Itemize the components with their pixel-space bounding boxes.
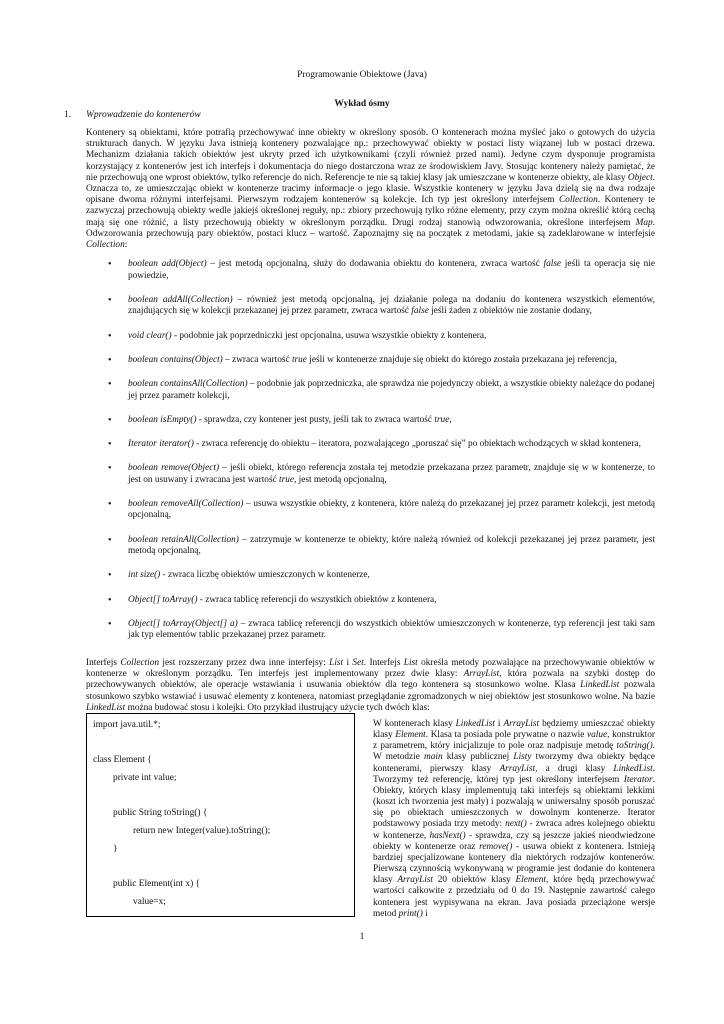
text-run: . W metodzie xyxy=(373,741,655,763)
bullet: • xyxy=(108,294,112,306)
text-run: jest rozszerzany przez dwa inne interfejsy: xyxy=(159,658,330,668)
method-description: – jeśli obiekt, którego referencja została tej metodzie przekazana przez parametr, znajduje się w w kontenerze, to jest on usuwany i zwracana jest wartość xyxy=(128,463,655,485)
code-line: private int value; xyxy=(113,773,177,783)
text-run: . Klasa ta posiada pole prywatne o nazwie xyxy=(425,730,588,741)
code-line: value=x; xyxy=(133,897,166,907)
italic-term: LinkedList xyxy=(86,702,126,713)
italic-term: Set xyxy=(352,658,364,668)
method-signature: boolean contains(Object) xyxy=(128,354,223,365)
list-item xyxy=(108,259,655,282)
bullet: • xyxy=(108,463,112,475)
italic-term: ArrayList xyxy=(463,669,500,680)
text-run: . Oznacza to, ze umieszczając obiekt w kontenerze tracimy informacje o jego klasie. Wszystkie kontenery w języku Java dzielą się na dwa rodzaje opisane dwoma różnymi interfejsami. Pierwszym rodzajem kontenerów są kolekcje. Ich typ jest określony interfejsem xyxy=(86,172,655,206)
bullet: • xyxy=(108,438,112,450)
bullet: • xyxy=(108,618,112,630)
italic-term: ArrayList xyxy=(397,875,434,886)
method-description: - sprawdza, czy kontener jest pusty, jeśli tak to zwraca wartość xyxy=(196,414,435,425)
list-item xyxy=(108,570,655,582)
italic-term: Iterator xyxy=(623,774,653,785)
text-run: - sprawdza, czy są jeszcze jakieś nieodwiedzone obiekty w kontenerze oraz xyxy=(373,830,655,852)
italic-term: next() xyxy=(505,819,527,830)
method-signature: int size() xyxy=(128,570,161,581)
bullet: • xyxy=(108,534,112,546)
method-signature: boolean remove(Object) xyxy=(128,463,220,474)
list-item xyxy=(108,355,655,367)
text-run: , które będą przechowywać wartości całkowite z przedziału od 0 do 19. Następnie zawartość całego kontenera jest wypisywana na ekran. Java posiada przeciążone wersje metod xyxy=(373,875,655,919)
code-line: } xyxy=(113,844,118,854)
italic-term: Object xyxy=(627,172,653,183)
italic-term: print() xyxy=(398,908,423,919)
method-signature: void clear() xyxy=(128,330,172,341)
collection-methods-list xyxy=(108,259,655,655)
method-description: - zwraca liczbę obiektów umieszczonych w kontenerze, xyxy=(160,570,370,581)
bullet: • xyxy=(108,498,112,510)
method-description: – usuwa wszystkie obiekty, z kontenera, które należą do przekazanej jej przez parametr kolekcji, jest metodą opcjonalną, xyxy=(128,498,656,521)
text-run: konstruktor z parametrem, który inicjalizuje to pole oraz nadpisuje metodę xyxy=(373,730,655,752)
italic-term: Collection xyxy=(86,240,125,251)
intro-paragraph xyxy=(86,128,655,251)
code-line: import java.util.*; xyxy=(93,720,161,730)
method-signature: boolean containsAll(Collection) xyxy=(128,378,248,389)
method-signature: Iterator iterator() xyxy=(128,438,194,449)
list-item xyxy=(108,535,655,558)
method-signature: boolean removeAll(Collection) xyxy=(128,498,244,509)
method-description: jeśli w kontenerze znajduje się obiekt do którego została przekazana jej referencja, xyxy=(306,354,617,365)
italic-term: LinkedList xyxy=(613,763,653,774)
list-item xyxy=(108,415,655,427)
italic-term: ArrayList xyxy=(503,719,540,729)
bullet: • xyxy=(108,570,112,582)
code-line: class Element { xyxy=(93,755,152,765)
list-item xyxy=(108,619,655,642)
list-item xyxy=(108,379,655,402)
code-line: public String toString() { xyxy=(113,808,208,818)
method-description: - podobnie jak poprzedniczki jest opcjonalna, usuwa wszystkie obiekty z kontenera, xyxy=(171,330,487,341)
text-run: i xyxy=(494,719,504,729)
text-run: , która pozwala na szybki dostęp do przechowywanych obiektów, ale operacje wstawiania i usuwania obiektów dla tego kontenera są stosunkowo wolne. Klasa xyxy=(86,669,655,691)
text-run: Interfejs xyxy=(86,658,121,668)
list-item xyxy=(108,331,655,343)
text-run: pozwala stosunkowo szybko wstawiać i usuwać elementy z kontenera, natomiast przeglądanie zgromadzonych w niej obiektów jest stosunkowo wolne. Na bazie xyxy=(86,680,655,702)
list-item xyxy=(108,295,655,318)
method-description: , jest metodą opcjonalną, xyxy=(294,474,387,485)
text-run: 20 obiektów klasy xyxy=(433,875,516,886)
section-number: 1. xyxy=(64,110,72,120)
method-description: – zwraca tablicę referencji do wszystkich obiektów umieszczonych w kontenerze, typ referencji jest taki sam jak typ elementów tablic przekazanej przez parametr. xyxy=(128,618,655,641)
section-title: Wprowadzenie do kontenerów xyxy=(86,110,201,120)
list-item xyxy=(108,499,655,522)
bullet: • xyxy=(108,259,112,270)
text-run: określa metody pozwalające na przechowywanie obiektów w kontenerze w określonym porządku. Ten interfejs jest implementowany przez dwie klasy: xyxy=(86,658,655,680)
italic-term: value, xyxy=(587,730,610,741)
italic-term: LinkedList xyxy=(580,680,620,691)
text-run: , a drugi klasy xyxy=(535,763,614,774)
italic-term: LinkedList xyxy=(455,719,495,729)
text-run: będziemy umieszczać obiekty klasy xyxy=(373,719,655,741)
italic-term: toString() xyxy=(616,741,653,752)
bullet: • xyxy=(108,330,112,342)
italic-term: true xyxy=(279,474,295,485)
italic-term: true xyxy=(434,414,450,425)
code-line: return new Integer(value).toString(); xyxy=(133,826,271,836)
text-run: W kontenerach klasy xyxy=(373,719,456,729)
italic-term: ArrayList xyxy=(499,763,536,774)
text-run: : xyxy=(124,240,128,251)
text-run: . Tworzymy też referencję, której typ jest określony interfejsem xyxy=(373,763,655,785)
bullet: • xyxy=(108,594,112,606)
method-signature: Object[] toArray(Object[] a) xyxy=(128,618,238,629)
italic-term: List xyxy=(329,658,344,668)
course-title: Programowanie Obiektowe (Java) xyxy=(297,70,427,80)
interfaces-paragraph xyxy=(86,658,655,714)
text-run: i xyxy=(422,908,428,919)
text-run: tworzymy dwa obiekty będące kontenerami, pierwszy klasy xyxy=(373,752,655,774)
method-signature: Object[] toArray() xyxy=(128,594,198,605)
page-number: 1 xyxy=(359,932,365,942)
text-run: - usuwa obiekt z kontenera. Istnieją bardziej specjalizowane kontenery dla niektórych rodzajów kontenerów. Pierwszą czynnością wykonywaną w programie jest dodanie do kontenera klasy xyxy=(373,841,655,886)
method-signature: boolean add(Object) xyxy=(128,259,207,269)
method-description: jeśli żaden z obiektów nie zostanie dodany, xyxy=(428,306,592,317)
text-run: . Kontenery te zazwyczaj przechowują obiekty wedle jakiejś określonej reguły, np.: zbiory przechowują tylko różne elementy, przy czym można określić którą cechą mają się one różnić, a listy przechowują obiekty w określonym porządku. Drugi rodzaj stanowią odwzorowania, określone interfejsem xyxy=(86,195,655,228)
italic-term: Collection xyxy=(120,658,160,668)
italic-term: false xyxy=(543,259,562,269)
method-description: - zwraca tablicę referencji do wszystkich obiektów z kontenera, xyxy=(197,594,437,605)
method-description: – zatrzymuje w kontenerze te obiekty, które należą również od kolekcji przekazanej jej przez parametr, jest metodą opcjonalną, xyxy=(128,534,655,557)
bullet: • xyxy=(108,354,112,366)
explanation-paragraph xyxy=(373,719,655,920)
italic-term: Element xyxy=(395,730,426,741)
method-signature: boolean retainAll(Collection) xyxy=(128,534,239,545)
italic-term: Map xyxy=(635,217,653,228)
list-item xyxy=(108,595,655,607)
bullet: • xyxy=(108,378,112,390)
lecture-title: Wykład ósmy xyxy=(334,99,390,109)
code-listing xyxy=(86,713,355,917)
method-description: – zwraca wartość xyxy=(222,354,292,365)
bullet: • xyxy=(108,414,112,426)
italic-term: main xyxy=(424,752,443,763)
method-description: – jest metodą opcjonalną, służy do dodawania obiektu do kontenera, zwraca wartość xyxy=(206,259,544,269)
method-signature: boolean addAll(Collection) xyxy=(128,294,233,305)
text-run: Kontenery są obiektami, które potrafią przechowywać inne obiekty w określony sposób. O kontenerach można myśleć jako o gotowych do użycia strukturach danych. W języku Java istnieją kontenery pozwalające np.: przechowywać obiekty w postaci listy wiązanej lub w postaci drzewa. Mechanizm działania takich obiektów jest ukryty przed ich użytkownikami (czyli również przed nami). Jedyne czym dysponuje programista korzystający z kontenerów jest ich interfejs i dokumentacja do niego dostarczona wraz ze środowiskiem Javy. Stosując kontenery należy pamiętać, że nie przechowują one wprost obiektów, tylko referencje do nich. Referencje te nie są takiej klasy jak umieszczane w kontenerze obiekty, ale klasy xyxy=(86,128,655,183)
text-run: klasy publicznej xyxy=(442,752,514,763)
text-run: i xyxy=(343,658,353,668)
italic-term: false xyxy=(411,306,429,317)
section-heading xyxy=(64,110,201,120)
italic-term: remove() xyxy=(479,841,513,852)
method-signature: boolean isEmpty() xyxy=(128,414,197,425)
list-item xyxy=(108,463,655,486)
code-line: public Element(int x) { xyxy=(113,879,201,889)
text-run: . Obiekty, których klasy implementują taki interfejs są obiektami lekkimi (koszt ich tworzenia jest mały) i pozwalają w uniwersalny sposób poruszać się po obiektach umieszczonych w dowolnym kontenerze. Iterator podstawowy posiada trzy metody: xyxy=(373,774,655,830)
method-description: - zwraca referencję do obiektu – iteratora, pozwalającego „poruszać się” po obiektach wchodzących w skład kontenera, xyxy=(193,438,641,449)
text-run: - zwraca adres kolejnego obiektu w kontenerze, xyxy=(373,819,655,841)
method-description: – podobnie jak poprzedniczka, ale sprawdza nie pojedynczy obiekt, a wszystkie obiekty należące do podanej jej przez parametr kolekcji, xyxy=(128,378,655,401)
text-run: . Odwzorowania przechowują pary obiektów, postaci klucz – wartość. Zapoznajmy się na początek z metodami, jakie są zadeklarowane w interfejsie xyxy=(86,217,655,239)
text-run: można budować stosu i kolejki. Oto przykład ilustrujący użycie tych dwóch klas: xyxy=(125,702,430,713)
italic-term: hasNext() xyxy=(429,830,466,841)
italic-term: Element xyxy=(515,875,547,886)
italic-term: Collection xyxy=(558,195,598,206)
italic-term: List xyxy=(403,658,418,668)
italic-term: Listy xyxy=(513,752,532,763)
method-description: – również jest metodą opcjonalną, jej działanie polega na dodaniu do kontenera wszystkich elementów, znajdujących się w kolekcji przekazanej jej przez parametr, zwraca wartość xyxy=(128,294,655,317)
method-description: , xyxy=(449,414,452,425)
list-item xyxy=(108,439,655,451)
text-run: . Interfejs xyxy=(363,658,404,668)
method-description: jeśli ta operacja się nie powiedzie, xyxy=(128,259,656,281)
italic-term: true xyxy=(291,354,307,365)
